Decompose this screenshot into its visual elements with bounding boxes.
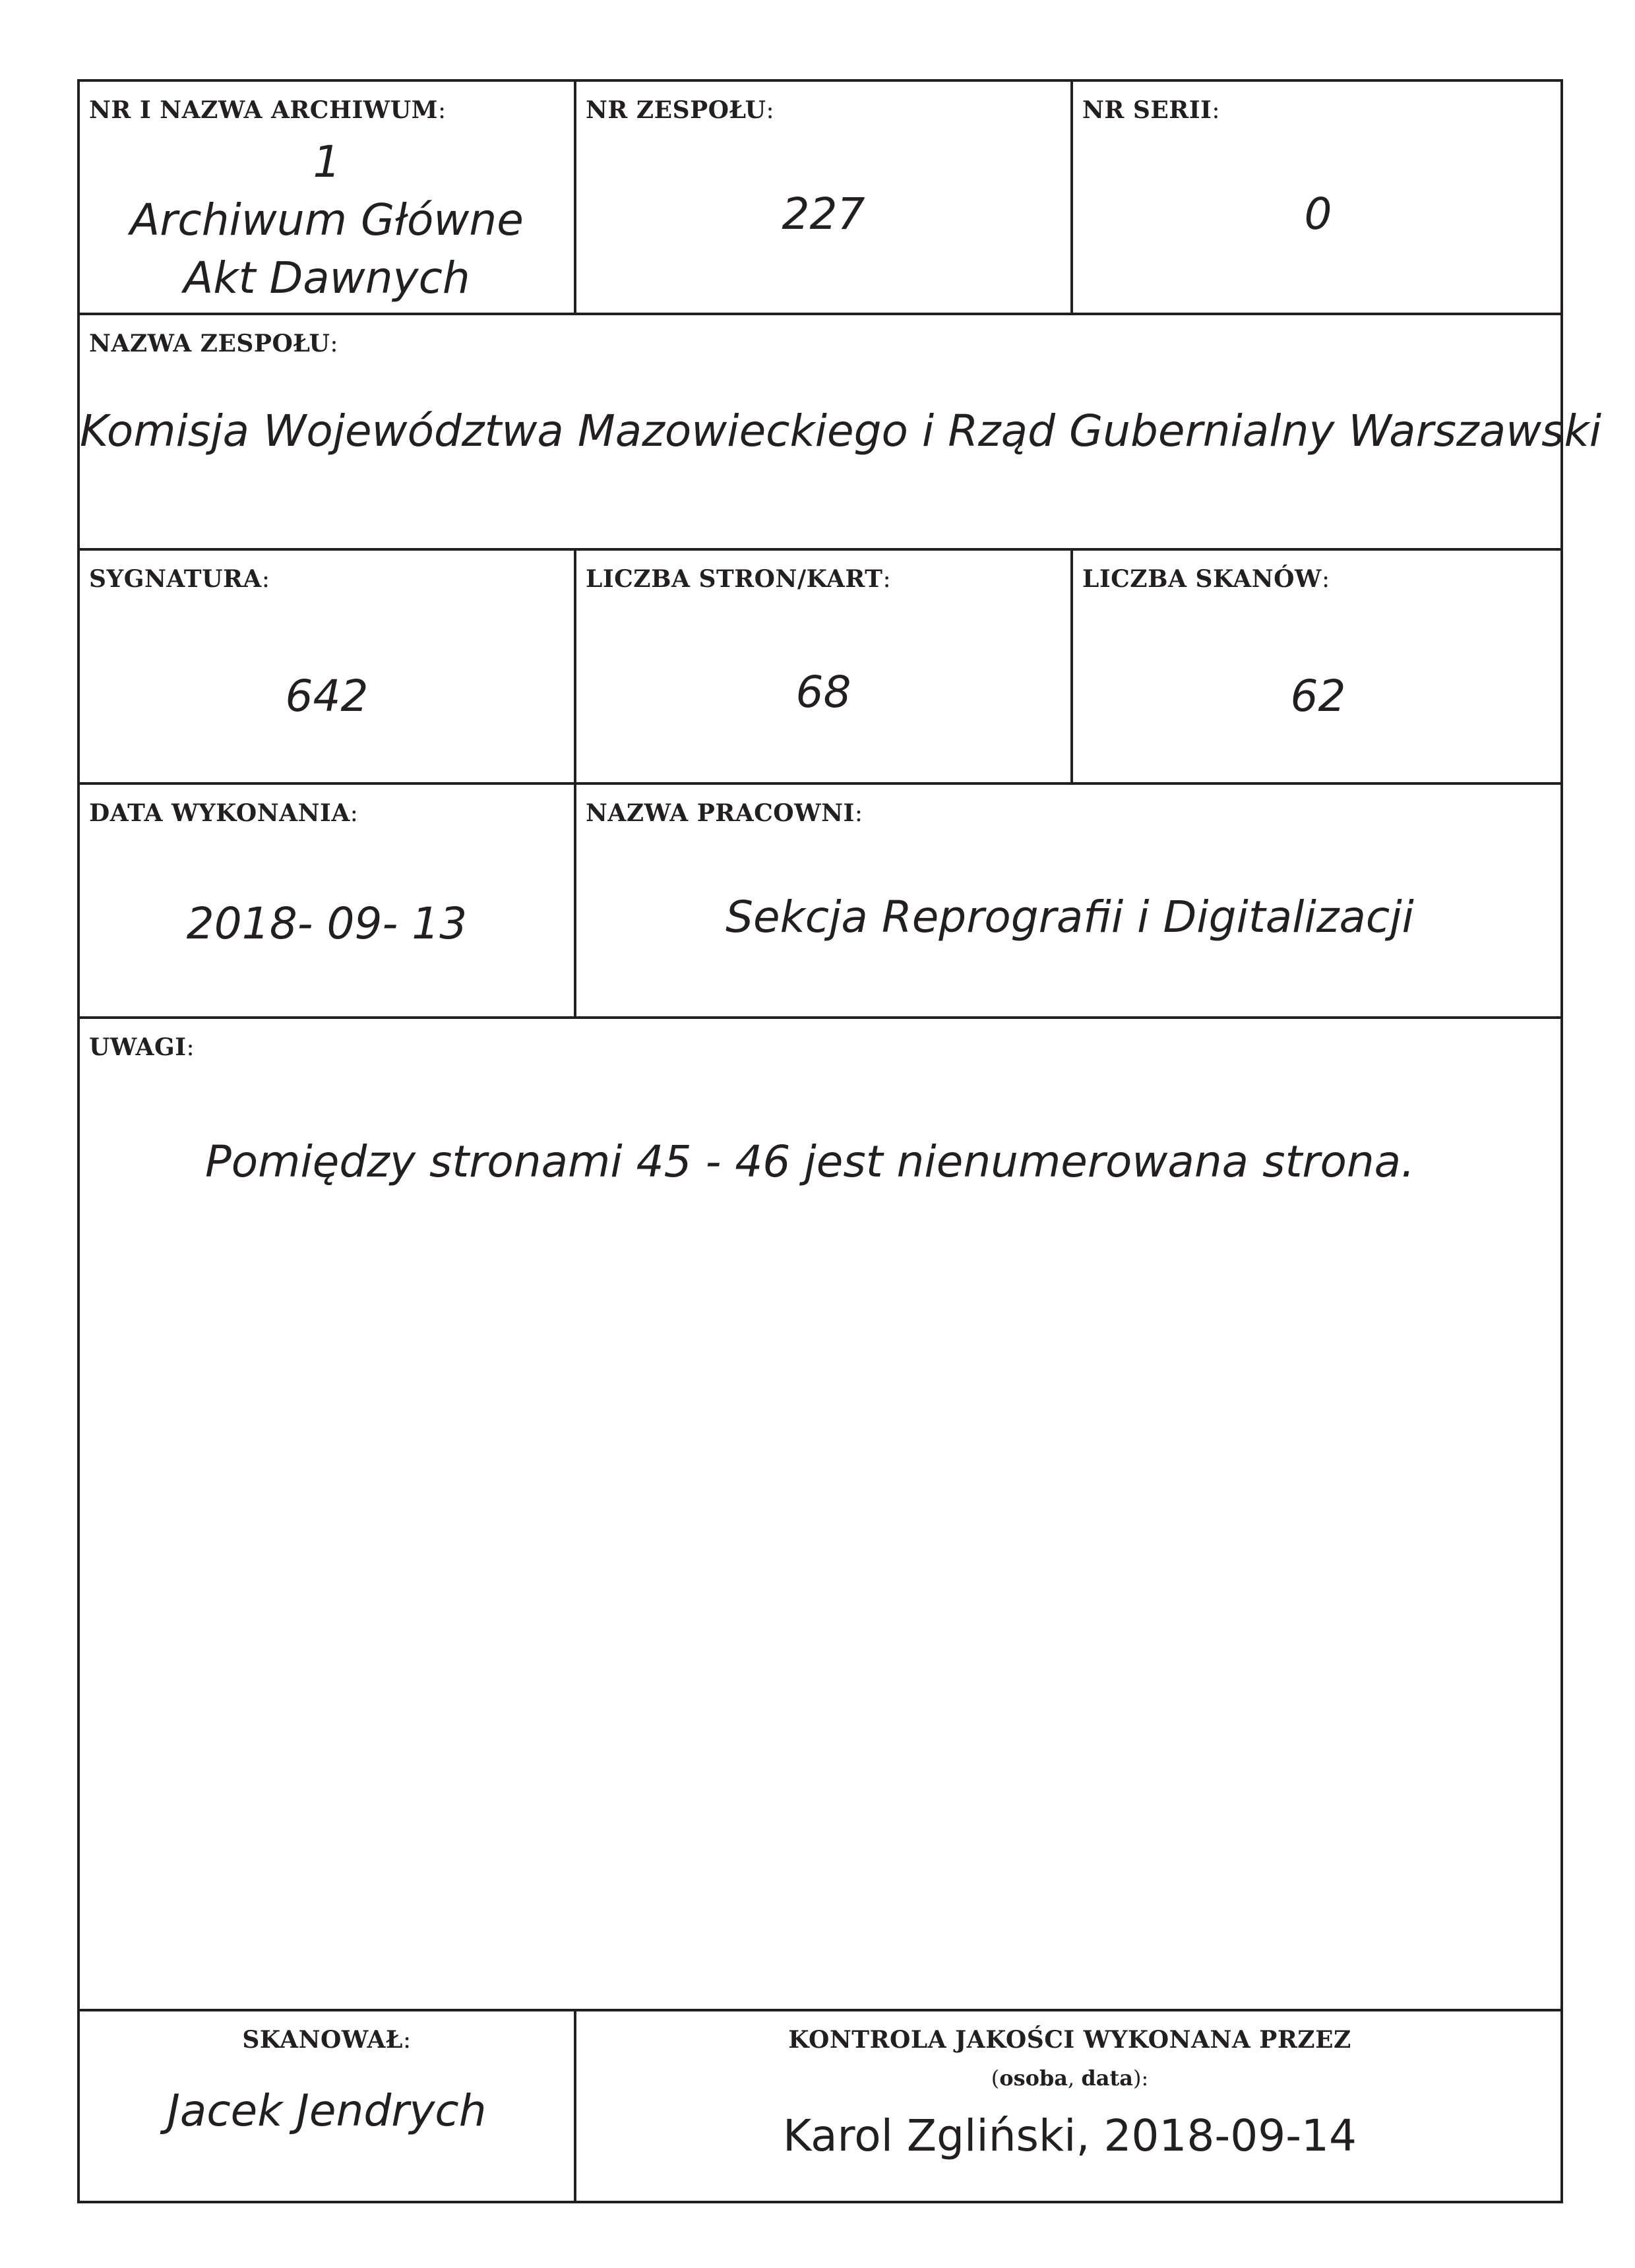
- remarks-cell: [80, 1019, 1563, 2011]
- archive-name-line1: Archiwum Główne: [130, 195, 524, 245]
- metryczka-form: [77, 79, 1602, 2203]
- fonds-name-cell: [80, 315, 1602, 551]
- quality-control-label: KONTROLA JAKOŚCI WYKONANA PRZEZ: [788, 2026, 1351, 2054]
- quality-control-sublabel: (osoba, data):: [991, 2066, 1149, 2091]
- signature-label: SYGNATURA:: [89, 565, 270, 593]
- workshop-value: Sekcja Reprografii i Digitalizacji: [725, 892, 1414, 942]
- execution-date-cell: [80, 785, 576, 1019]
- fonds-number-value: 227: [782, 189, 865, 239]
- archive-value: [80, 133, 574, 307]
- scanned-by-cell: [80, 2011, 576, 2203]
- archive-label: NR I NAZWA ARCHIWUM:: [89, 96, 447, 124]
- workshop-cell: [576, 785, 1563, 1019]
- execution-date-label: DATA WYKONANIA:: [89, 799, 359, 827]
- fonds-number-cell: [576, 82, 1073, 315]
- archive-cell: [80, 82, 576, 315]
- archive-number: 1: [313, 137, 341, 187]
- scanned-by-label: SKANOWAŁ:: [242, 2026, 412, 2054]
- scan-count-value: 62: [1290, 671, 1346, 721]
- page-count-value: 68: [795, 667, 851, 718]
- archive-name-line2: Akt Dawnych: [183, 253, 470, 303]
- fonds-name-value: Komisja Województwa Mazowieckiego i Rząd Gubernialny Warszawski: [80, 406, 1602, 456]
- series-number-value: 0: [1304, 189, 1332, 239]
- page-count-label: LICZBA STRON/KART:: [586, 565, 892, 593]
- signature-value: 642: [285, 671, 369, 721]
- fonds-number-label: NR ZESPOŁU:: [586, 96, 775, 124]
- series-number-cell: [1073, 82, 1563, 315]
- scanned-by-value: Jacek Jendrych: [167, 2085, 487, 2136]
- scan-count-cell: [1073, 551, 1563, 785]
- signature-cell: [80, 551, 576, 785]
- remarks-value: Pomiędzy stronami 45 - 46 jest nienumerowana strona.: [205, 1136, 1415, 1187]
- page-count-cell: [576, 551, 1073, 785]
- fonds-name-label: NAZWA ZESPOŁU:: [89, 330, 338, 357]
- remarks-label: UWAGI:: [89, 1033, 195, 1061]
- scan-count-label: LICZBA SKANÓW:: [1082, 565, 1330, 593]
- quality-control-value: Karol Zgliński, 2018-09-14: [782, 2110, 1357, 2161]
- series-number-label: NR SERII:: [1082, 96, 1221, 124]
- execution-date-value: 2018- 09- 13: [186, 898, 468, 949]
- workshop-label: NAZWA PRACOWNI:: [586, 799, 863, 827]
- quality-control-cell: [576, 2011, 1563, 2203]
